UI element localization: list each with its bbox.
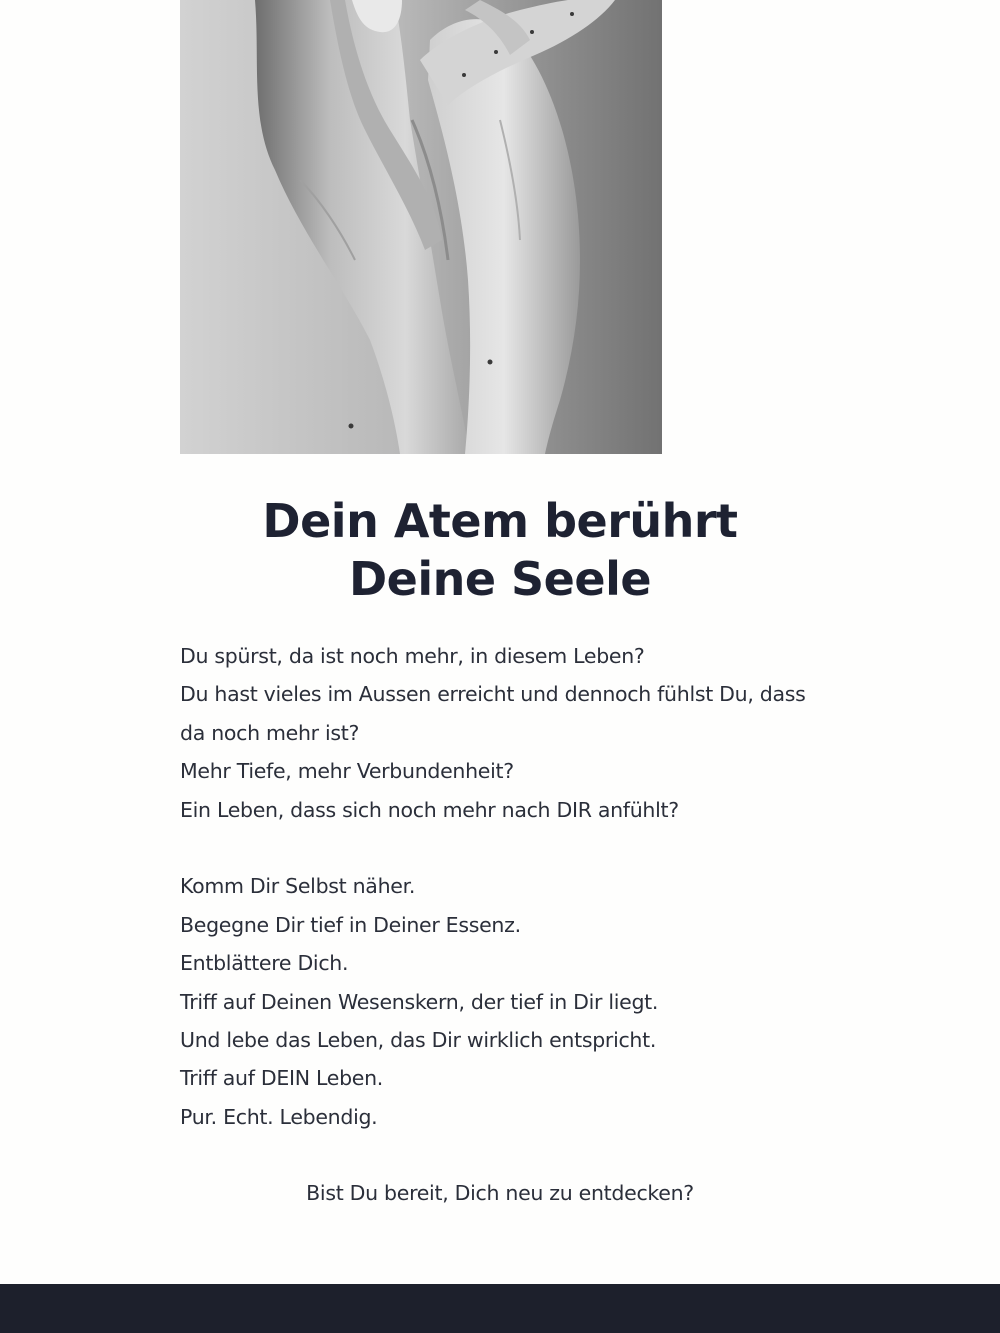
text-line: Entblättere Dich. (180, 951, 349, 976)
text-line: Ein Leben, dass sich noch mehr nach DIR anfühlt? (180, 797, 679, 822)
text-line: Triff auf DEIN Leben. (180, 1066, 384, 1091)
text-line: Komm Dir Selbst näher. (180, 874, 416, 899)
text-line: Und lebe das Leben, das Dir wirklich entspricht. (180, 1028, 657, 1053)
text-line: Begegne Dir tief in Deiner Essenz. (180, 912, 521, 937)
paragraph-spacer (180, 829, 840, 867)
text-line: Du spürst, da ist noch mehr, in diesem Leben? (180, 644, 645, 668)
text-line: Pur. Echt. Lebendig. (180, 1104, 378, 1129)
text-line: Du hast vieles im Aussen erreicht und dennoch fühlst Du, dass da noch mehr ist? (180, 682, 806, 745)
page-title-line-2: Deine Seele (348, 552, 652, 606)
footer-bar (0, 1284, 1000, 1333)
hero-image (180, 0, 662, 454)
clasped-hands-illustration (180, 0, 662, 454)
page-title (0, 492, 1000, 608)
text-line: Mehr Tiefe, mehr Verbundenheit? (180, 759, 514, 784)
page-title-line-1: Dein Atem berührt (262, 494, 738, 548)
text-line: Triff auf Deinen Wesenskern, der tief in Dir liegt. (180, 989, 659, 1014)
closing-question: Bist Du bereit, Dich neu zu entdecken? (306, 1181, 694, 1205)
intro-text (180, 637, 840, 1136)
